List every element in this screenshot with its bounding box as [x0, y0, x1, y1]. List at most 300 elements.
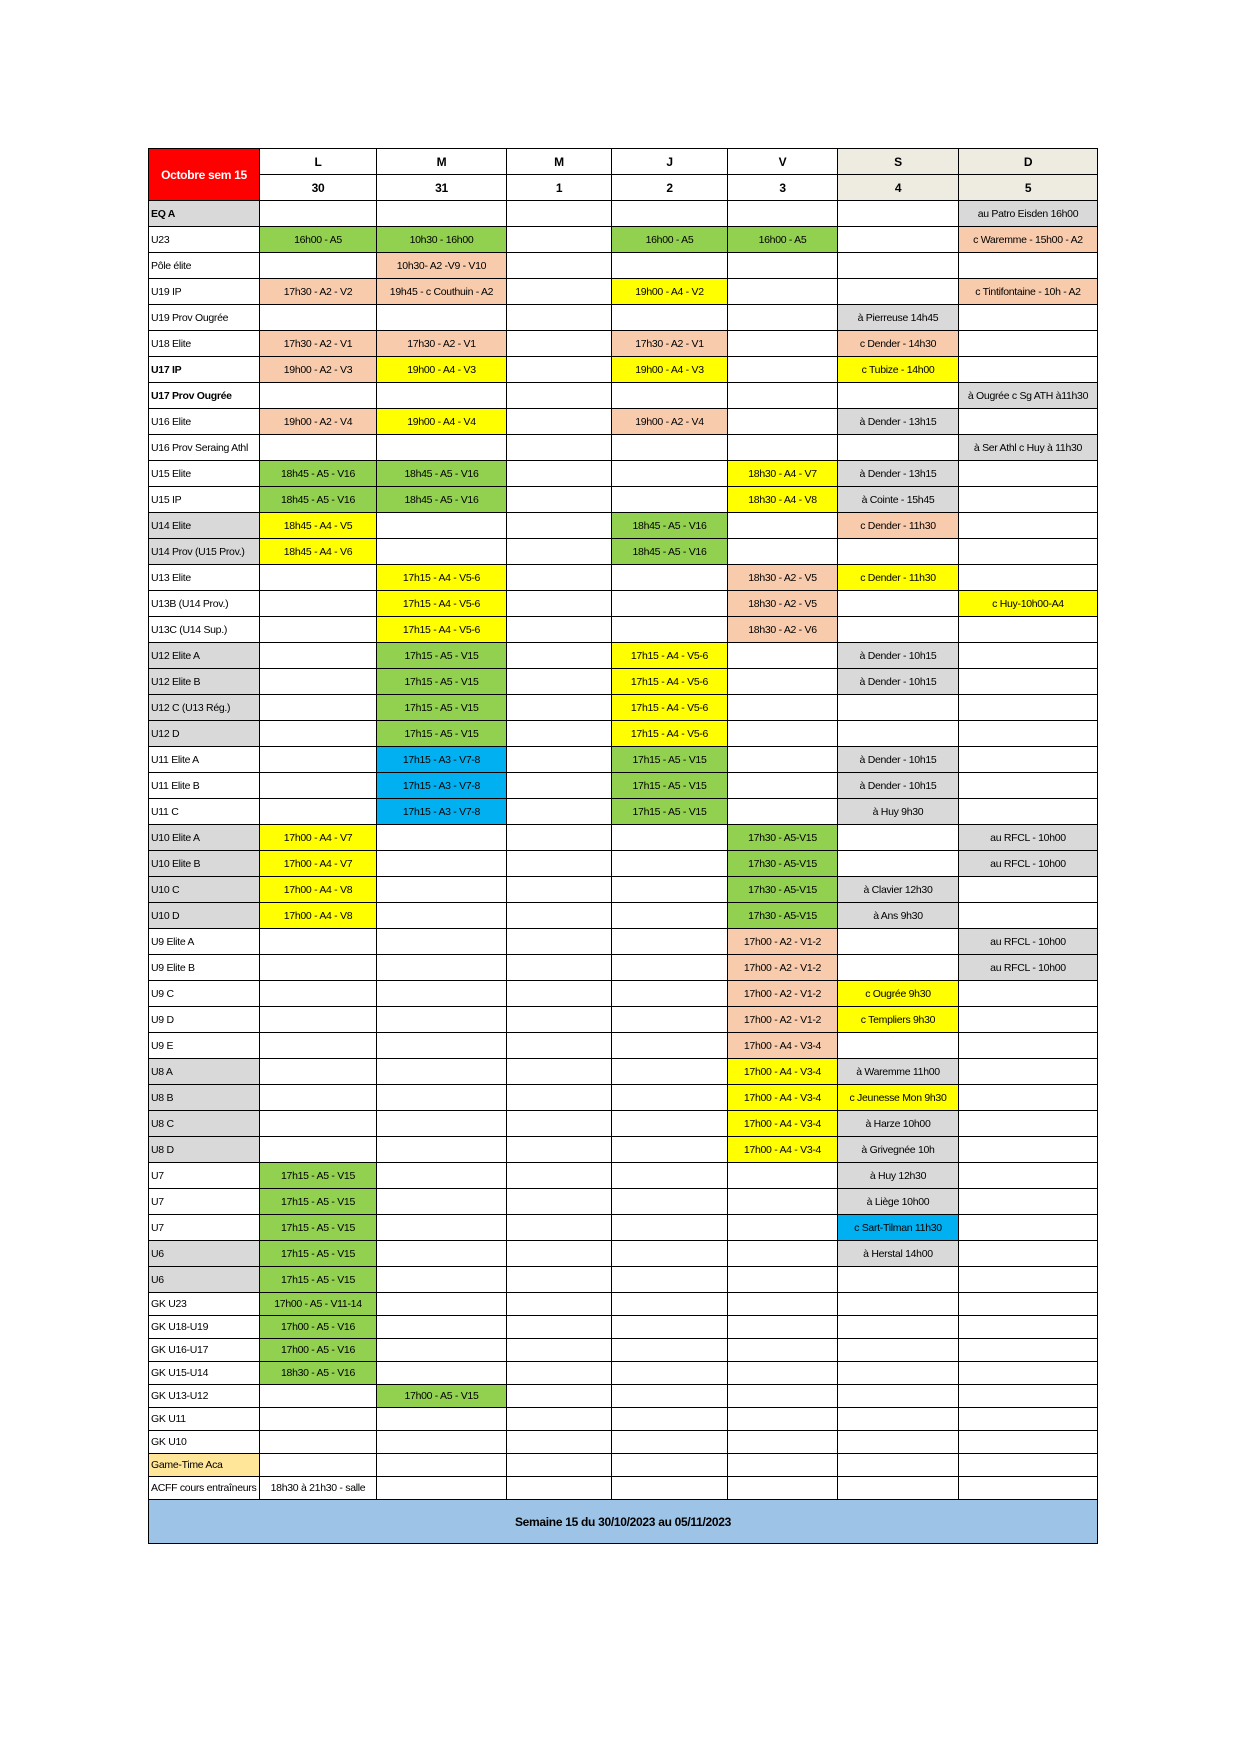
schedule-cell: à Dender - 10h15 [838, 643, 959, 669]
week-title: Octobre sem 15 [149, 149, 260, 201]
schedule-cell [507, 695, 612, 721]
schedule-cell [612, 1163, 728, 1189]
schedule-cell: 17h15 - A5 - V15 [260, 1189, 377, 1215]
schedule-cell [507, 773, 612, 799]
schedule-cell [728, 357, 838, 383]
schedule-cell [260, 253, 377, 279]
schedule-cell [959, 539, 1098, 565]
schedule-cell [959, 1267, 1098, 1293]
schedule-cell [959, 513, 1098, 539]
team-row [149, 461, 1098, 487]
schedule-cell: 19h00 - A2 - V4 [260, 409, 377, 435]
schedule-cell: 18h45 - A5 - V16 [260, 461, 377, 487]
schedule-cell [507, 253, 612, 279]
team-row [149, 929, 1098, 955]
team-row [149, 409, 1098, 435]
team-row [149, 851, 1098, 877]
schedule-cell [507, 1408, 612, 1431]
schedule-cell [507, 565, 612, 591]
schedule-cell: à Huy 12h30 [838, 1163, 959, 1189]
schedule-cell [959, 461, 1098, 487]
day-letter-header: M [507, 149, 612, 175]
team-label: ACFF cours entraîneurs [149, 1477, 260, 1500]
schedule-cell [728, 773, 838, 799]
schedule-cell [838, 1316, 959, 1339]
schedule-cell [377, 1137, 507, 1163]
schedule-cell: 17h15 - A5 - V15 [377, 721, 507, 747]
team-label: U8 A [149, 1059, 260, 1085]
schedule-cell [507, 1163, 612, 1189]
schedule-cell: à Ans 9h30 [838, 903, 959, 929]
schedule-cell [838, 955, 959, 981]
schedule-cell: à Dender - 10h15 [838, 669, 959, 695]
team-row [149, 981, 1098, 1007]
schedule-cell [260, 1431, 377, 1454]
schedule-cell [507, 1241, 612, 1267]
schedule-cell [612, 825, 728, 851]
schedule-cell: c Ougrée 9h30 [838, 981, 959, 1007]
schedule-cell: 17h15 - A4 - V5-6 [612, 695, 728, 721]
schedule-cell [959, 1293, 1098, 1316]
schedule-cell [959, 695, 1098, 721]
team-label: U6 [149, 1241, 260, 1267]
schedule-cell [838, 1339, 959, 1362]
schedule-cell [507, 1385, 612, 1408]
schedule-cell [507, 1215, 612, 1241]
schedule-cell [728, 799, 838, 825]
team-label: U12 Elite A [149, 643, 260, 669]
schedule-cell [612, 565, 728, 591]
team-label: U8 B [149, 1085, 260, 1111]
schedule-cell [377, 1085, 507, 1111]
team-label: GK U10 [149, 1431, 260, 1454]
schedule-cell: 17h00 - A5 - V16 [260, 1339, 377, 1362]
schedule-cell: 17h30 - A2 - V1 [377, 331, 507, 357]
schedule-cell: 18h45 - A5 - V16 [612, 513, 728, 539]
schedule-cell [507, 383, 612, 409]
schedule-cell [838, 1033, 959, 1059]
schedule-cell [507, 227, 612, 253]
schedule-cell [728, 643, 838, 669]
day-number-row [149, 175, 1098, 201]
schedule-cell [838, 1293, 959, 1316]
schedule-cell [377, 825, 507, 851]
schedule-cell [507, 1316, 612, 1339]
schedule-cell [612, 1007, 728, 1033]
schedule-cell: 17h30 - A5-V15 [728, 903, 838, 929]
team-label: U7 [149, 1189, 260, 1215]
team-label: U12 C (U13 Rég.) [149, 695, 260, 721]
team-row [149, 357, 1098, 383]
schedule-cell [507, 461, 612, 487]
schedule-cell [959, 331, 1098, 357]
schedule-cell [612, 487, 728, 513]
schedule-cell: c Tintifontaine - 10h - A2 [959, 279, 1098, 305]
schedule-cell: 18h30 - A2 - V5 [728, 565, 838, 591]
team-label: U7 [149, 1215, 260, 1241]
schedule-cell: 18h30 à 21h30 - salle [260, 1477, 377, 1500]
schedule-cell: c Templiers 9h30 [838, 1007, 959, 1033]
team-row [149, 617, 1098, 643]
team-row [149, 1137, 1098, 1163]
schedule-cell [377, 929, 507, 955]
schedule-cell [377, 305, 507, 331]
schedule-cell [728, 1293, 838, 1316]
schedule-cell [377, 383, 507, 409]
schedule-cell [507, 851, 612, 877]
team-row [149, 1385, 1098, 1408]
schedule-cell: 10h30 - 16h00 [377, 227, 507, 253]
schedule-cell [507, 643, 612, 669]
schedule-cell [838, 1385, 959, 1408]
schedule-cell: à Herstal 14h00 [838, 1241, 959, 1267]
schedule-cell [612, 383, 728, 409]
schedule-cell [612, 1033, 728, 1059]
schedule-cell: à Cointe - 15h45 [838, 487, 959, 513]
schedule-cell [507, 357, 612, 383]
schedule-cell [612, 1085, 728, 1111]
schedule-cell [377, 435, 507, 461]
team-label: U16 Prov Seraing Athl [149, 435, 260, 461]
schedule-cell: 17h30 - A2 - V1 [612, 331, 728, 357]
schedule-cell [959, 669, 1098, 695]
schedule-cell [260, 669, 377, 695]
schedule-cell [959, 1241, 1098, 1267]
schedule-cell: 17h15 - A5 - V15 [377, 669, 507, 695]
team-row [149, 383, 1098, 409]
schedule-cell [612, 1316, 728, 1339]
team-label: U7 [149, 1163, 260, 1189]
schedule-cell: 17h15 - A5 - V15 [260, 1163, 377, 1189]
team-label: U10 Elite A [149, 825, 260, 851]
schedule-cell [377, 1293, 507, 1316]
schedule-cell [612, 877, 728, 903]
schedule-cell: 19h00 - A4 - V4 [377, 409, 507, 435]
schedule-cell: 17h00 - A4 - V7 [260, 851, 377, 877]
schedule-cell [377, 539, 507, 565]
team-row [149, 955, 1098, 981]
schedule-cell: 17h30 - A5-V15 [728, 851, 838, 877]
team-row [149, 305, 1098, 331]
schedule-cell: 18h30 - A5 - V16 [260, 1362, 377, 1385]
schedule-cell [612, 1189, 728, 1215]
team-row [149, 1215, 1098, 1241]
schedule-cell: 17h15 - A5 - V15 [612, 773, 728, 799]
schedule-cell [260, 565, 377, 591]
schedule-cell: c Dender - 11h30 [838, 565, 959, 591]
schedule-cell [612, 1385, 728, 1408]
schedule-cell [959, 903, 1098, 929]
schedule-cell: 17h15 - A5 - V15 [377, 695, 507, 721]
schedule-cell [838, 721, 959, 747]
team-row [149, 643, 1098, 669]
schedule-cell: 18h45 - A5 - V16 [377, 487, 507, 513]
schedule-cell: au RFCL - 10h00 [959, 851, 1098, 877]
schedule-cell [612, 617, 728, 643]
schedule-cell [959, 981, 1098, 1007]
schedule-cell [838, 929, 959, 955]
schedule-cell [260, 773, 377, 799]
schedule-cell [612, 981, 728, 1007]
schedule-cell [959, 1454, 1098, 1477]
schedule-cell [728, 747, 838, 773]
schedule-cell: 17h00 - A5 - V15 [377, 1385, 507, 1408]
schedule-cell: 17h15 - A5 - V15 [612, 799, 728, 825]
schedule-cell: 17h15 - A5 - V15 [260, 1215, 377, 1241]
team-label: U9 D [149, 1007, 260, 1033]
schedule-cell [612, 305, 728, 331]
schedule-cell [507, 1267, 612, 1293]
schedule-cell: 18h45 - A4 - V6 [260, 539, 377, 565]
schedule-cell [728, 1316, 838, 1339]
schedule-cell [507, 279, 612, 305]
schedule-cell [612, 1431, 728, 1454]
team-row [149, 799, 1098, 825]
schedule-cell [260, 747, 377, 773]
schedule-cell [377, 1431, 507, 1454]
schedule-cell [728, 1431, 838, 1454]
schedule-cell [959, 643, 1098, 669]
schedule-cell: au RFCL - 10h00 [959, 955, 1098, 981]
schedule-cell [728, 1362, 838, 1385]
schedule-cell [959, 1477, 1098, 1500]
schedule-cell [838, 435, 959, 461]
day-number-header: 4 [838, 175, 959, 201]
team-label: U9 Elite A [149, 929, 260, 955]
schedule-cell [507, 435, 612, 461]
schedule-cell [377, 1059, 507, 1085]
day-number-header: 3 [728, 175, 838, 201]
team-label: Pôle élite [149, 253, 260, 279]
schedule-cell [507, 1362, 612, 1385]
schedule-cell [838, 825, 959, 851]
schedule-cell: 17h15 - A4 - V5-6 [612, 721, 728, 747]
team-row [149, 1293, 1098, 1316]
schedule-cell [507, 1137, 612, 1163]
day-letter-header: L [260, 149, 377, 175]
team-label: U14 Prov (U15 Prov.) [149, 539, 260, 565]
schedule-cell: 17h30 - A2 - V1 [260, 331, 377, 357]
team-row [149, 1431, 1098, 1454]
schedule-cell [838, 1454, 959, 1477]
schedule-cell [612, 435, 728, 461]
schedule-cell: 19h00 - A2 - V4 [612, 409, 728, 435]
schedule-cell: 17h30 - A5-V15 [728, 877, 838, 903]
schedule-cell [728, 1339, 838, 1362]
schedule-cell [507, 487, 612, 513]
team-row [149, 695, 1098, 721]
team-label: U6 [149, 1267, 260, 1293]
schedule-cell [377, 1477, 507, 1500]
schedule-cell [260, 383, 377, 409]
schedule-cell [612, 1137, 728, 1163]
team-row [149, 1408, 1098, 1431]
schedule-cell [612, 1362, 728, 1385]
schedule-cell [612, 955, 728, 981]
schedule-cell [838, 1408, 959, 1431]
schedule-cell [507, 331, 612, 357]
schedule-cell: 17h30 - A5-V15 [728, 825, 838, 851]
schedule-cell: 17h15 - A4 - V5-6 [377, 565, 507, 591]
schedule-cell [377, 877, 507, 903]
team-row [149, 903, 1098, 929]
schedule-cell [959, 1137, 1098, 1163]
schedule-cell [728, 1454, 838, 1477]
team-label: U13C (U14 Sup.) [149, 617, 260, 643]
team-label: GK U13-U12 [149, 1385, 260, 1408]
schedule-cell [959, 747, 1098, 773]
schedule-cell [507, 929, 612, 955]
schedule-cell: au RFCL - 10h00 [959, 929, 1098, 955]
schedule-cell [507, 825, 612, 851]
schedule-cell [377, 1033, 507, 1059]
schedule-cell [959, 799, 1098, 825]
schedule-cell [959, 1408, 1098, 1431]
schedule-cell: à Dender - 10h15 [838, 747, 959, 773]
schedule-cell [507, 981, 612, 1007]
team-label: U11 Elite A [149, 747, 260, 773]
schedule-cell: c Jeunesse Mon 9h30 [838, 1085, 959, 1111]
schedule-cell [377, 903, 507, 929]
schedule-cell [838, 1267, 959, 1293]
team-label: GK U16-U17 [149, 1339, 260, 1362]
day-number-header: 2 [612, 175, 728, 201]
schedule-cell [959, 1215, 1098, 1241]
schedule-cell [507, 305, 612, 331]
schedule-cell [959, 1339, 1098, 1362]
team-row [149, 1241, 1098, 1267]
schedule-body [149, 149, 1098, 1544]
team-row [149, 1111, 1098, 1137]
schedule-cell: 17h15 - A4 - V5-6 [612, 669, 728, 695]
team-row [149, 1267, 1098, 1293]
team-row [149, 1163, 1098, 1189]
team-row [149, 201, 1098, 227]
schedule-cell [507, 1454, 612, 1477]
schedule-cell [612, 1111, 728, 1137]
schedule-cell [728, 1215, 838, 1241]
team-row [149, 1033, 1098, 1059]
schedule-cell [377, 1189, 507, 1215]
schedule-cell [260, 591, 377, 617]
schedule-cell [728, 539, 838, 565]
schedule-cell [507, 1189, 612, 1215]
schedule-cell: 17h00 - A4 - V8 [260, 877, 377, 903]
team-label: U12 Elite B [149, 669, 260, 695]
schedule-cell [612, 1339, 728, 1362]
team-label: U10 D [149, 903, 260, 929]
schedule-cell: 17h00 - A4 - V7 [260, 825, 377, 851]
schedule-cell [612, 1293, 728, 1316]
schedule-cell [959, 1431, 1098, 1454]
schedule-cell: 17h00 - A4 - V3-4 [728, 1137, 838, 1163]
team-label: U9 C [149, 981, 260, 1007]
team-row [149, 1085, 1098, 1111]
team-label: U12 D [149, 721, 260, 747]
schedule-cell: 17h00 - A4 - V3-4 [728, 1111, 838, 1137]
schedule-cell [838, 539, 959, 565]
schedule-cell: 17h00 - A2 - V1-2 [728, 1007, 838, 1033]
day-letter-header: J [612, 149, 728, 175]
team-row [149, 513, 1098, 539]
team-row [149, 877, 1098, 903]
schedule-cell [260, 1059, 377, 1085]
schedule-cell: 16h00 - A5 [260, 227, 377, 253]
week-range-footer: Semaine 15 du 30/10/2023 au 05/11/2023 [149, 1500, 1098, 1544]
team-label: U16 Elite [149, 409, 260, 435]
schedule-cell: 18h30 - A4 - V8 [728, 487, 838, 513]
schedule-cell [838, 279, 959, 305]
schedule-cell [959, 1362, 1098, 1385]
schedule-cell: 17h15 - A5 - V15 [260, 1241, 377, 1267]
schedule-cell: c Huy-10h00-A4 [959, 591, 1098, 617]
team-row [149, 669, 1098, 695]
day-number-header: 1 [507, 175, 612, 201]
schedule-cell: à Liège 10h00 [838, 1189, 959, 1215]
schedule-cell: 18h30 - A2 - V5 [728, 591, 838, 617]
schedule-cell [728, 1189, 838, 1215]
schedule-cell: 16h00 - A5 [612, 227, 728, 253]
team-label: U13 Elite [149, 565, 260, 591]
schedule-cell [507, 669, 612, 695]
schedule-cell [838, 383, 959, 409]
schedule-cell [612, 201, 728, 227]
schedule-cell [838, 227, 959, 253]
schedule-cell: c Tubize - 14h00 [838, 357, 959, 383]
day-letter-header: D [959, 149, 1098, 175]
team-row [149, 1454, 1098, 1477]
schedule-cell [507, 955, 612, 981]
schedule-cell [377, 851, 507, 877]
team-label: U10 Elite B [149, 851, 260, 877]
schedule-cell [959, 1189, 1098, 1215]
schedule-cell [959, 487, 1098, 513]
schedule-cell [959, 409, 1098, 435]
schedule-cell [377, 1316, 507, 1339]
day-letter-header: S [838, 149, 959, 175]
schedule-cell [612, 1477, 728, 1500]
schedule-cell [507, 409, 612, 435]
schedule-cell [728, 1408, 838, 1431]
schedule-cell [612, 851, 728, 877]
schedule-cell [728, 331, 838, 357]
schedule-cell [507, 1339, 612, 1362]
team-row [149, 1316, 1098, 1339]
schedule-cell [959, 1059, 1098, 1085]
team-label: GK U18-U19 [149, 1316, 260, 1339]
team-label: Game-Time Aca [149, 1454, 260, 1477]
team-row [149, 487, 1098, 513]
schedule-cell [260, 1033, 377, 1059]
schedule-cell [507, 1059, 612, 1085]
team-row [149, 565, 1098, 591]
schedule-cell: 17h00 - A4 - V3-4 [728, 1033, 838, 1059]
schedule-cell [377, 1007, 507, 1033]
schedule-cell [377, 1111, 507, 1137]
schedule-cell [612, 1059, 728, 1085]
team-row [149, 435, 1098, 461]
team-label: U18 Elite [149, 331, 260, 357]
schedule-cell [507, 1033, 612, 1059]
team-label: U11 C [149, 799, 260, 825]
schedule-cell [507, 747, 612, 773]
team-label: U10 C [149, 877, 260, 903]
schedule-cell: 16h00 - A5 [728, 227, 838, 253]
schedule-cell [728, 279, 838, 305]
schedule-cell [838, 851, 959, 877]
team-row [149, 227, 1098, 253]
schedule-cell [377, 1241, 507, 1267]
